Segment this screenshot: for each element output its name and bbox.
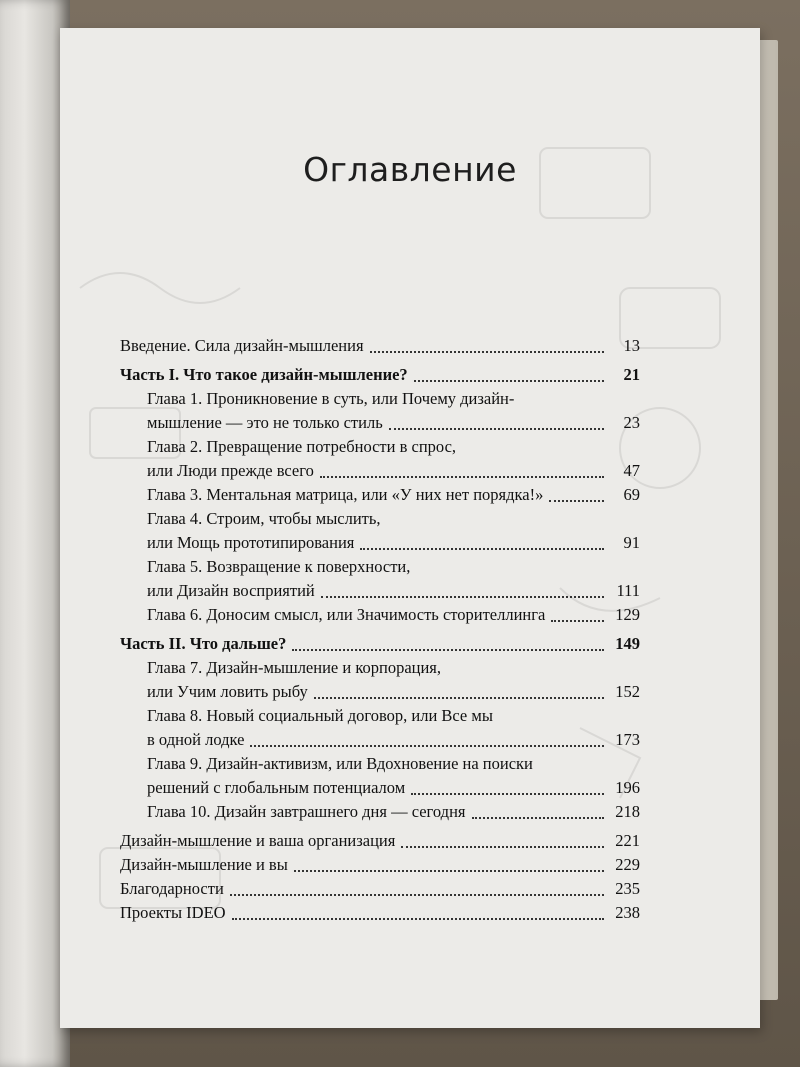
table-of-contents: [120, 334, 640, 925]
toc-entry-text: Проекты IDEO: [120, 903, 226, 922]
toc-entry-text: Глава 5. Возвращение к поверхности,: [147, 557, 411, 576]
toc-page-number: 218: [615, 802, 640, 821]
toc-entry-text: Глава 8. Новый социальный договор, или Все мы: [147, 706, 493, 725]
dot-leader: [389, 428, 604, 430]
dot-leader: [472, 817, 605, 819]
toc-entry: [120, 632, 640, 656]
dot-leader: [360, 548, 604, 550]
toc-entry-text: Глава 6. Доносим смысл, или Значимость сторителлинга: [147, 605, 546, 624]
toc-entry: [120, 507, 640, 555]
toc-page-number: 196: [615, 778, 640, 797]
toc-entry-text: или Люди прежде всего: [147, 461, 314, 480]
dot-leader: [549, 500, 604, 502]
toc-entry-text: или Мощь прототипирования: [147, 533, 355, 552]
toc-page-number: 129: [615, 605, 640, 624]
toc-entry: [120, 704, 640, 752]
toc-entry: [120, 877, 640, 901]
dot-leader: [232, 918, 604, 920]
toc-entry-text: Благодарности: [120, 879, 224, 898]
toc-entry-text: мышление — это не только стиль: [147, 413, 383, 432]
toc-page-number: 21: [623, 365, 640, 384]
dot-leader: [401, 846, 604, 848]
toc-entry-text: Глава 4. Строим, чтобы мыслить,: [147, 509, 381, 528]
toc-page-number: 221: [615, 831, 640, 850]
toc-page-number: 91: [623, 533, 640, 552]
toc-entry-text: Глава 2. Превращение потребности в спрос,: [147, 437, 457, 456]
toc-entry-text: Дизайн-мышление и вы: [120, 855, 288, 874]
toc-entry-text: в одной лодке: [147, 730, 245, 749]
toc-page-number: 69: [623, 485, 640, 504]
toc-entry: [120, 555, 640, 603]
toc-page-number: 152: [615, 682, 640, 701]
toc-entry: [120, 334, 640, 358]
toc-entry-text: Глава 7. Дизайн-мышление и корпорация,: [147, 658, 442, 677]
toc-entry-text: Дизайн-мышление и ваша организация: [120, 831, 396, 850]
toc-entry-text: Введение. Сила дизайн-мышления: [120, 336, 364, 355]
toc-entry-text: или Учим ловить рыбу: [147, 682, 308, 701]
dot-leader: [321, 596, 604, 598]
toc-entry: [120, 483, 640, 507]
toc-entry-text: Глава 10. Дизайн завтрашнего дня — сегодня: [147, 802, 466, 821]
toc-page-number: 235: [615, 879, 640, 898]
toc-entry: [120, 435, 640, 483]
toc-entry-text: Часть II. Что дальше?: [120, 634, 287, 653]
toc-entry-text: Глава 1. Проникновение в суть, или Почему дизайн-: [147, 389, 515, 408]
toc-page-number: 173: [615, 730, 640, 749]
toc-entry-text: решений с глобальным потенциалом: [147, 778, 406, 797]
toc-entry: [120, 363, 640, 387]
dot-leader: [294, 870, 604, 872]
dot-leader: [414, 380, 604, 382]
toc-page-number: 111: [616, 581, 640, 600]
dot-leader: [292, 649, 604, 651]
page-title: Оглавление: [303, 150, 517, 189]
toc-entry: [120, 901, 640, 925]
toc-entry-text: Глава 3. Ментальная матрица, или «У них нет порядка!»: [147, 485, 544, 504]
toc-entry: [120, 752, 640, 800]
toc-page-number: 238: [615, 903, 640, 922]
toc-entry-text: Глава 9. Дизайн-активизм, или Вдохновение на поиски: [147, 754, 533, 773]
toc-page-number: 229: [615, 855, 640, 874]
toc-entry: [120, 387, 640, 435]
dot-leader: [370, 351, 604, 353]
toc-entry: [120, 800, 640, 824]
toc-entry: [120, 603, 640, 627]
toc-page-number: 13: [623, 336, 640, 355]
toc-entry-text: или Дизайн восприятий: [147, 581, 315, 600]
dot-leader: [230, 894, 604, 896]
toc-entry: [120, 853, 640, 877]
toc-entry: [120, 829, 640, 853]
dot-leader: [411, 793, 604, 795]
dot-leader: [250, 745, 604, 747]
toc-page-number: 23: [623, 413, 640, 432]
dot-leader: [314, 697, 604, 699]
toc-page-number: 149: [615, 634, 640, 653]
dot-leader: [551, 620, 604, 622]
toc-page-number: 47: [623, 461, 640, 480]
toc-entry-text: Часть I. Что такое дизайн-мышление?: [120, 365, 408, 384]
toc-entry: [120, 656, 640, 704]
dot-leader: [320, 476, 604, 478]
